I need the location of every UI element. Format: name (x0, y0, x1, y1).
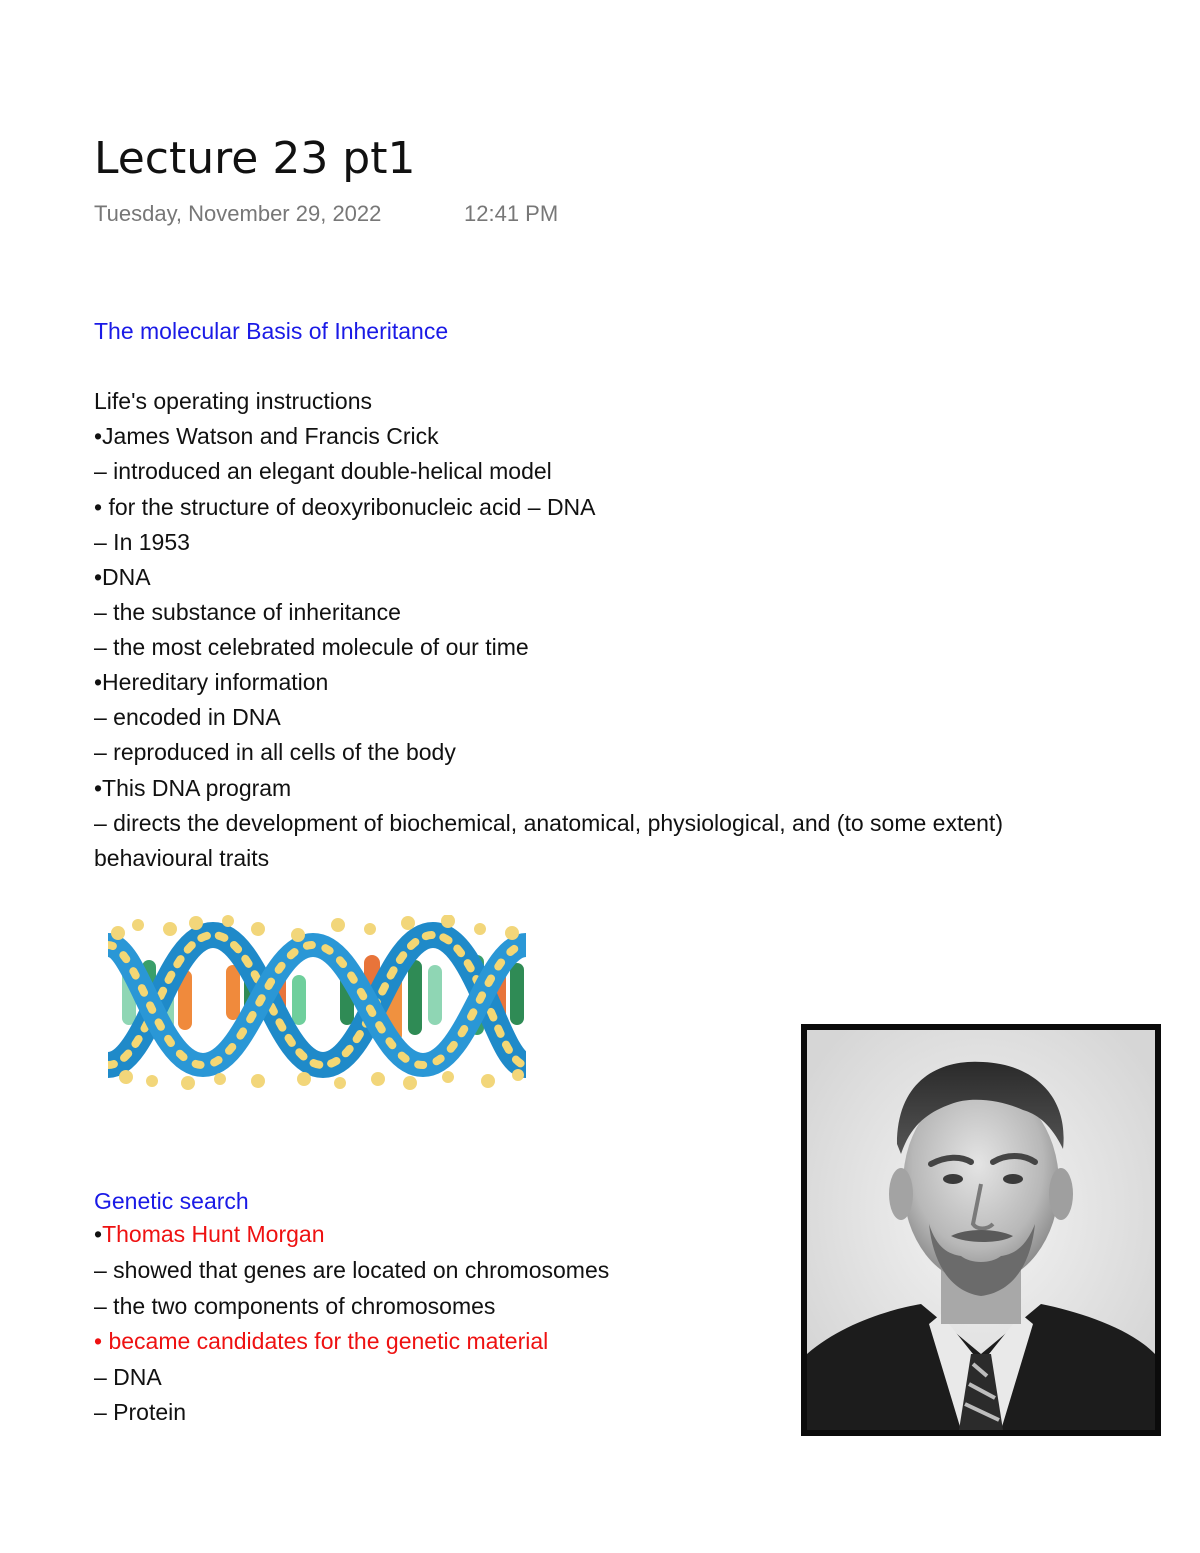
candidates-text: became candidates for the genetic material (108, 1328, 549, 1354)
page-title: Lecture 23 pt1 (94, 133, 416, 184)
bullet: • (94, 1328, 109, 1354)
note-line: – introduced an elegant double-helical model (94, 458, 552, 484)
note-line: • for the structure of deoxyribonucleic acid – DNA (94, 494, 596, 520)
note-line-person (94, 1218, 325, 1250)
page-date: Tuesday, November 29, 2022 (94, 201, 382, 226)
portrait-photo (801, 1024, 1161, 1436)
note-line: – the most celebrated molecule of our time (94, 634, 529, 660)
note-line: – the two components of chromosomes (94, 1293, 496, 1319)
note-line: – Protein (94, 1399, 187, 1425)
note-line: – directs the development of biochemical, anatomical, physiological, and (to some extent) (94, 810, 1003, 836)
note-line: – In 1953 (94, 529, 190, 555)
bullet: • (94, 1221, 103, 1247)
note-line: •This DNA program (94, 775, 292, 801)
note-line: behavioural traits (94, 845, 270, 871)
dna-helix-image (108, 915, 526, 1090)
note-line: – reproduced in all cells of the body (94, 739, 456, 765)
note-line: •DNA (94, 564, 151, 590)
note-line: – DNA (94, 1364, 162, 1390)
note-line: Life's operating instructions (94, 388, 372, 414)
person-name: Thomas Hunt Morgan (102, 1221, 325, 1247)
note-line-candidates (94, 1325, 548, 1357)
note-line: •Hereditary information (94, 669, 329, 695)
section-heading-inheritance: The molecular Basis of Inheritance (94, 318, 449, 344)
note-line: •James Watson and Francis Crick (94, 423, 439, 449)
section-heading-genetic-search: Genetic search (94, 1188, 249, 1214)
note-line: – encoded in DNA (94, 704, 281, 730)
note-line: – the substance of inheritance (94, 599, 401, 625)
page-time: 12:41 PM (464, 201, 559, 226)
note-line: – showed that genes are located on chromosomes (94, 1257, 610, 1283)
